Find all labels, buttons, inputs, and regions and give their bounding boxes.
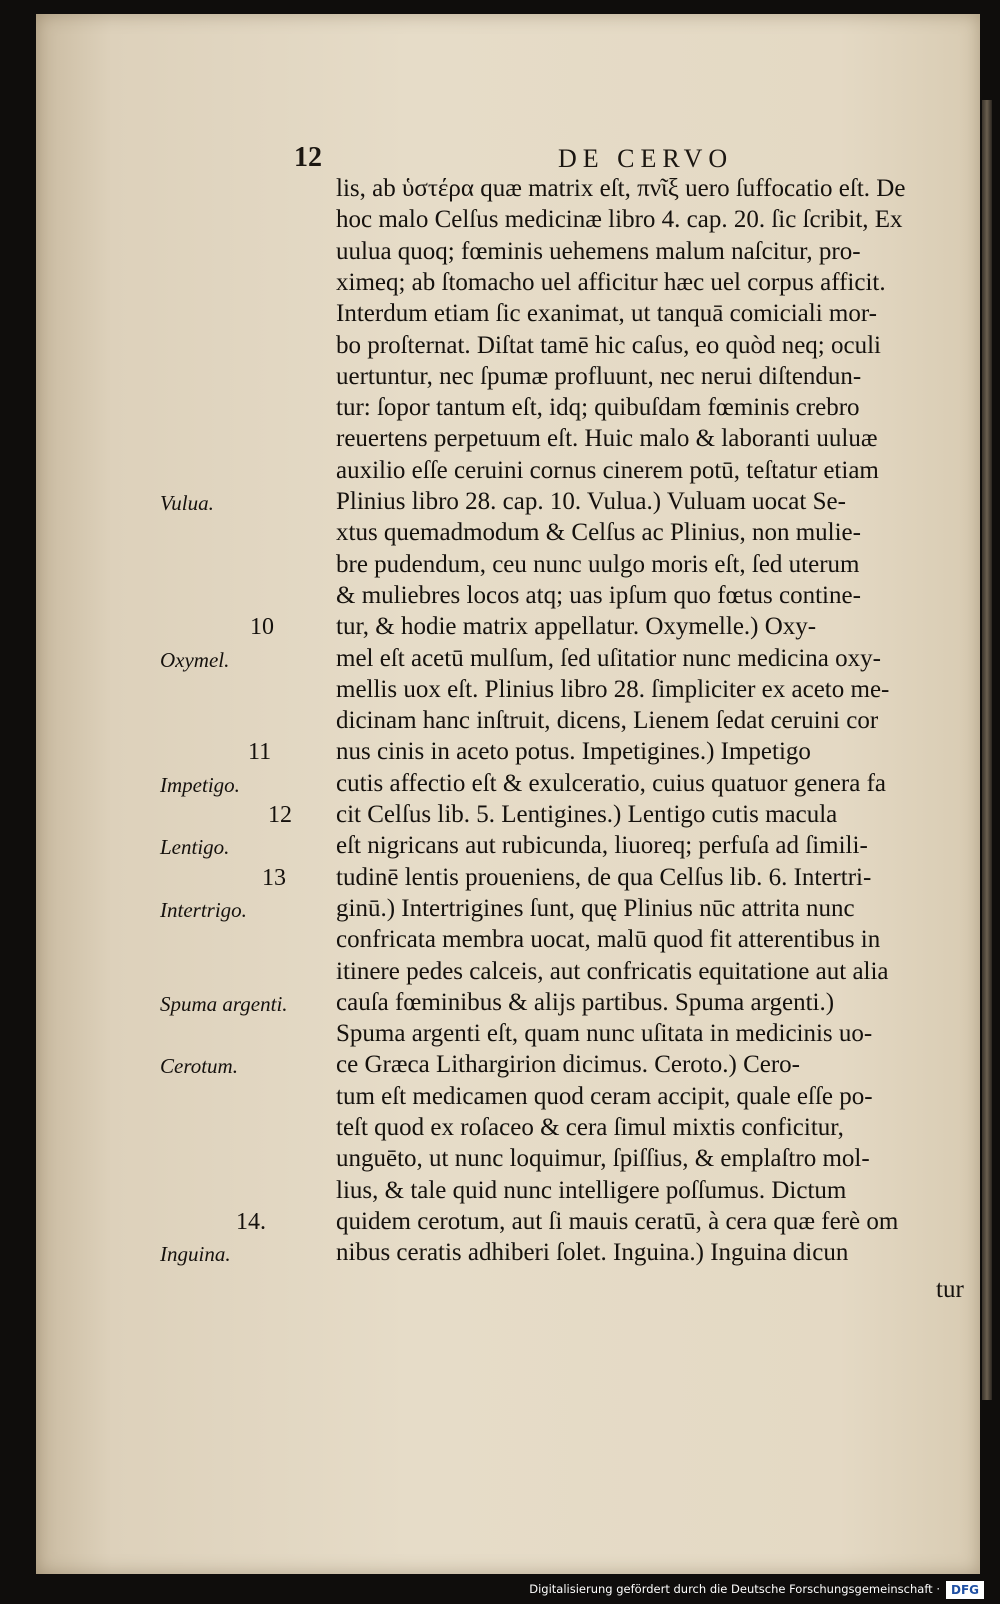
- text-line: cit Celſus lib. 5. Lentigines.) Lentigo cutis macula: [336, 801, 838, 828]
- text-line: tur: ſopor tantum eſt, idq; quibuſdam fœminis crebro: [336, 394, 860, 422]
- footer-credit: Digitalisierung gefördert durch die Deutsche Forschungsgemeinschaft ·: [529, 1582, 940, 1596]
- text-line: nus cinis in aceto potus. Impetigines.) Impetigo: [336, 738, 811, 766]
- text-line: quidem cerotum, aut ſi mauis ceratū, à cera quæ ferè om: [336, 1207, 899, 1235]
- text-line: teſt quod ex roſaceo & cera ſimul mixtis conficitur,: [336, 1114, 844, 1141]
- dfg-logo-icon[interactable]: DFG: [946, 1581, 984, 1599]
- text-line: tudinē lentis proueniens, de qua Celſus lib. 6. Intertri-: [336, 863, 872, 891]
- text-line: dicinam hanc inſtruit, dicens, Lienem ſedat ceruini cor: [336, 707, 879, 735]
- text-line: ximeq; ab ſtomacho uel afficitur hæc uel corpus afficit.: [336, 268, 886, 296]
- marginal-note: Oxymel.: [160, 647, 230, 672]
- text-line: tum eſt medicamen quod ceram accipit, quale eſſe po-: [336, 1082, 873, 1110]
- text-line: xtus quemadmodum & Celſus ac Plinius, non mulie-: [336, 519, 861, 547]
- marginal-note: Vulua.: [160, 491, 214, 515]
- marginal-note: Intertrigo.: [160, 897, 247, 922]
- note-number: 13: [262, 864, 286, 891]
- note-number: 14.: [236, 1208, 266, 1235]
- text-line: mellis uox eſt. Plinius libro 28. ſimpliciter ex aceto me-: [336, 675, 890, 703]
- footer-bar: [0, 1578, 1000, 1604]
- text-line: cauſa fœminibus & alijs partibus. Spuma argenti.): [336, 988, 835, 1016]
- text-line: confricata membra uocat, malū quod fit atterentibus in: [336, 926, 881, 954]
- text-line: mel eſt acetū mulſum, ſed uſitatior nunc medicina oxy-: [336, 644, 881, 672]
- catchword: tur: [936, 1276, 964, 1303]
- text-line: unguēto, ut nunc loquimur, ſpiſſius, & emplaſtro mol-: [336, 1145, 870, 1173]
- page-header: [36, 142, 980, 176]
- note-number: 10: [250, 614, 274, 641]
- text-line: lius, & tale quid nunc intelligere poſſumus. Dictum: [336, 1176, 847, 1204]
- marginal-note: Lentigo.: [160, 835, 230, 860]
- book-page: [36, 14, 980, 1574]
- text-line: cutis affectio eſt & exulceratio, cuius quatuor genera fa: [336, 769, 886, 797]
- text-line: ginū.) Intertrigines ſunt, quę Plinius nūc attrita nunc: [336, 894, 855, 922]
- text-line: uulua quoq; fœminis uehemens malum naſcitur, pro-: [336, 237, 861, 265]
- text-line: ce Græca Lithargirion dicimus. Ceroto.) Cero-: [336, 1051, 800, 1079]
- text-line: nibus ceratis adhiberi ſolet. Inguina.) Inguina dicun: [336, 1239, 849, 1267]
- text-line: Interdum etiam ſic exanimat, ut tanquā comiciali mor-: [336, 300, 877, 328]
- marginal-note: Cerotum.: [160, 1054, 238, 1079]
- text-line: bre pudendum, ceu nunc uulgo moris eſt, ſed uterum: [336, 550, 860, 578]
- text-line: auxilio eſſe ceruini cornus cinerem potū, teſtatur etiam: [336, 456, 879, 484]
- text-line: bo proſternat. Diſtat tamē hic caſus, eo quòd neq; oculi: [336, 331, 881, 359]
- text-line: tur, & hodie matrix appellatur. Oxymelle.) Oxy-: [336, 613, 817, 641]
- text-line: reuertens perpetuum eſt. Huic malo & laboranti uuluæ: [336, 425, 878, 453]
- running-head: DE CERVO: [558, 144, 734, 173]
- text-line: lis, ab ὑστέρα quæ matrix eſt, πνῖξ uero ſuffocatio eſt. De: [336, 175, 906, 202]
- text-line: uertuntur, nec ſpumæ profluunt, nec nerui diſtendun-: [336, 362, 862, 390]
- marginal-note: Impetigo.: [160, 772, 240, 797]
- text-line: hoc malo Celſus medicinæ libro 4. cap. 20. ſic ſcribit, Ex: [336, 206, 903, 234]
- text-line: Plinius libro 28. cap. 10. Vulua.) Vuluam uocat Se-: [336, 488, 846, 515]
- page-number: 12: [294, 142, 322, 173]
- note-number: 12: [268, 802, 292, 828]
- marginal-note: Spuma argenti.: [160, 991, 288, 1016]
- text-line: Spuma argenti eſt, quam nunc uſitata in medicinis uo-: [336, 1020, 873, 1048]
- page-edge: [982, 100, 992, 1400]
- text-line: & muliebres locos atq; uas ipſum quo fœtus contine-: [336, 581, 861, 609]
- marginal-note: Inguina.: [160, 1242, 231, 1267]
- text-line: eſt nigricans aut rubicunda, liuoreq; perfuſa ad ſimili-: [336, 832, 868, 860]
- text-line: itinere pedes calceis, aut confricatis equitatione aut alia: [336, 957, 889, 985]
- note-number: 11: [248, 739, 272, 766]
